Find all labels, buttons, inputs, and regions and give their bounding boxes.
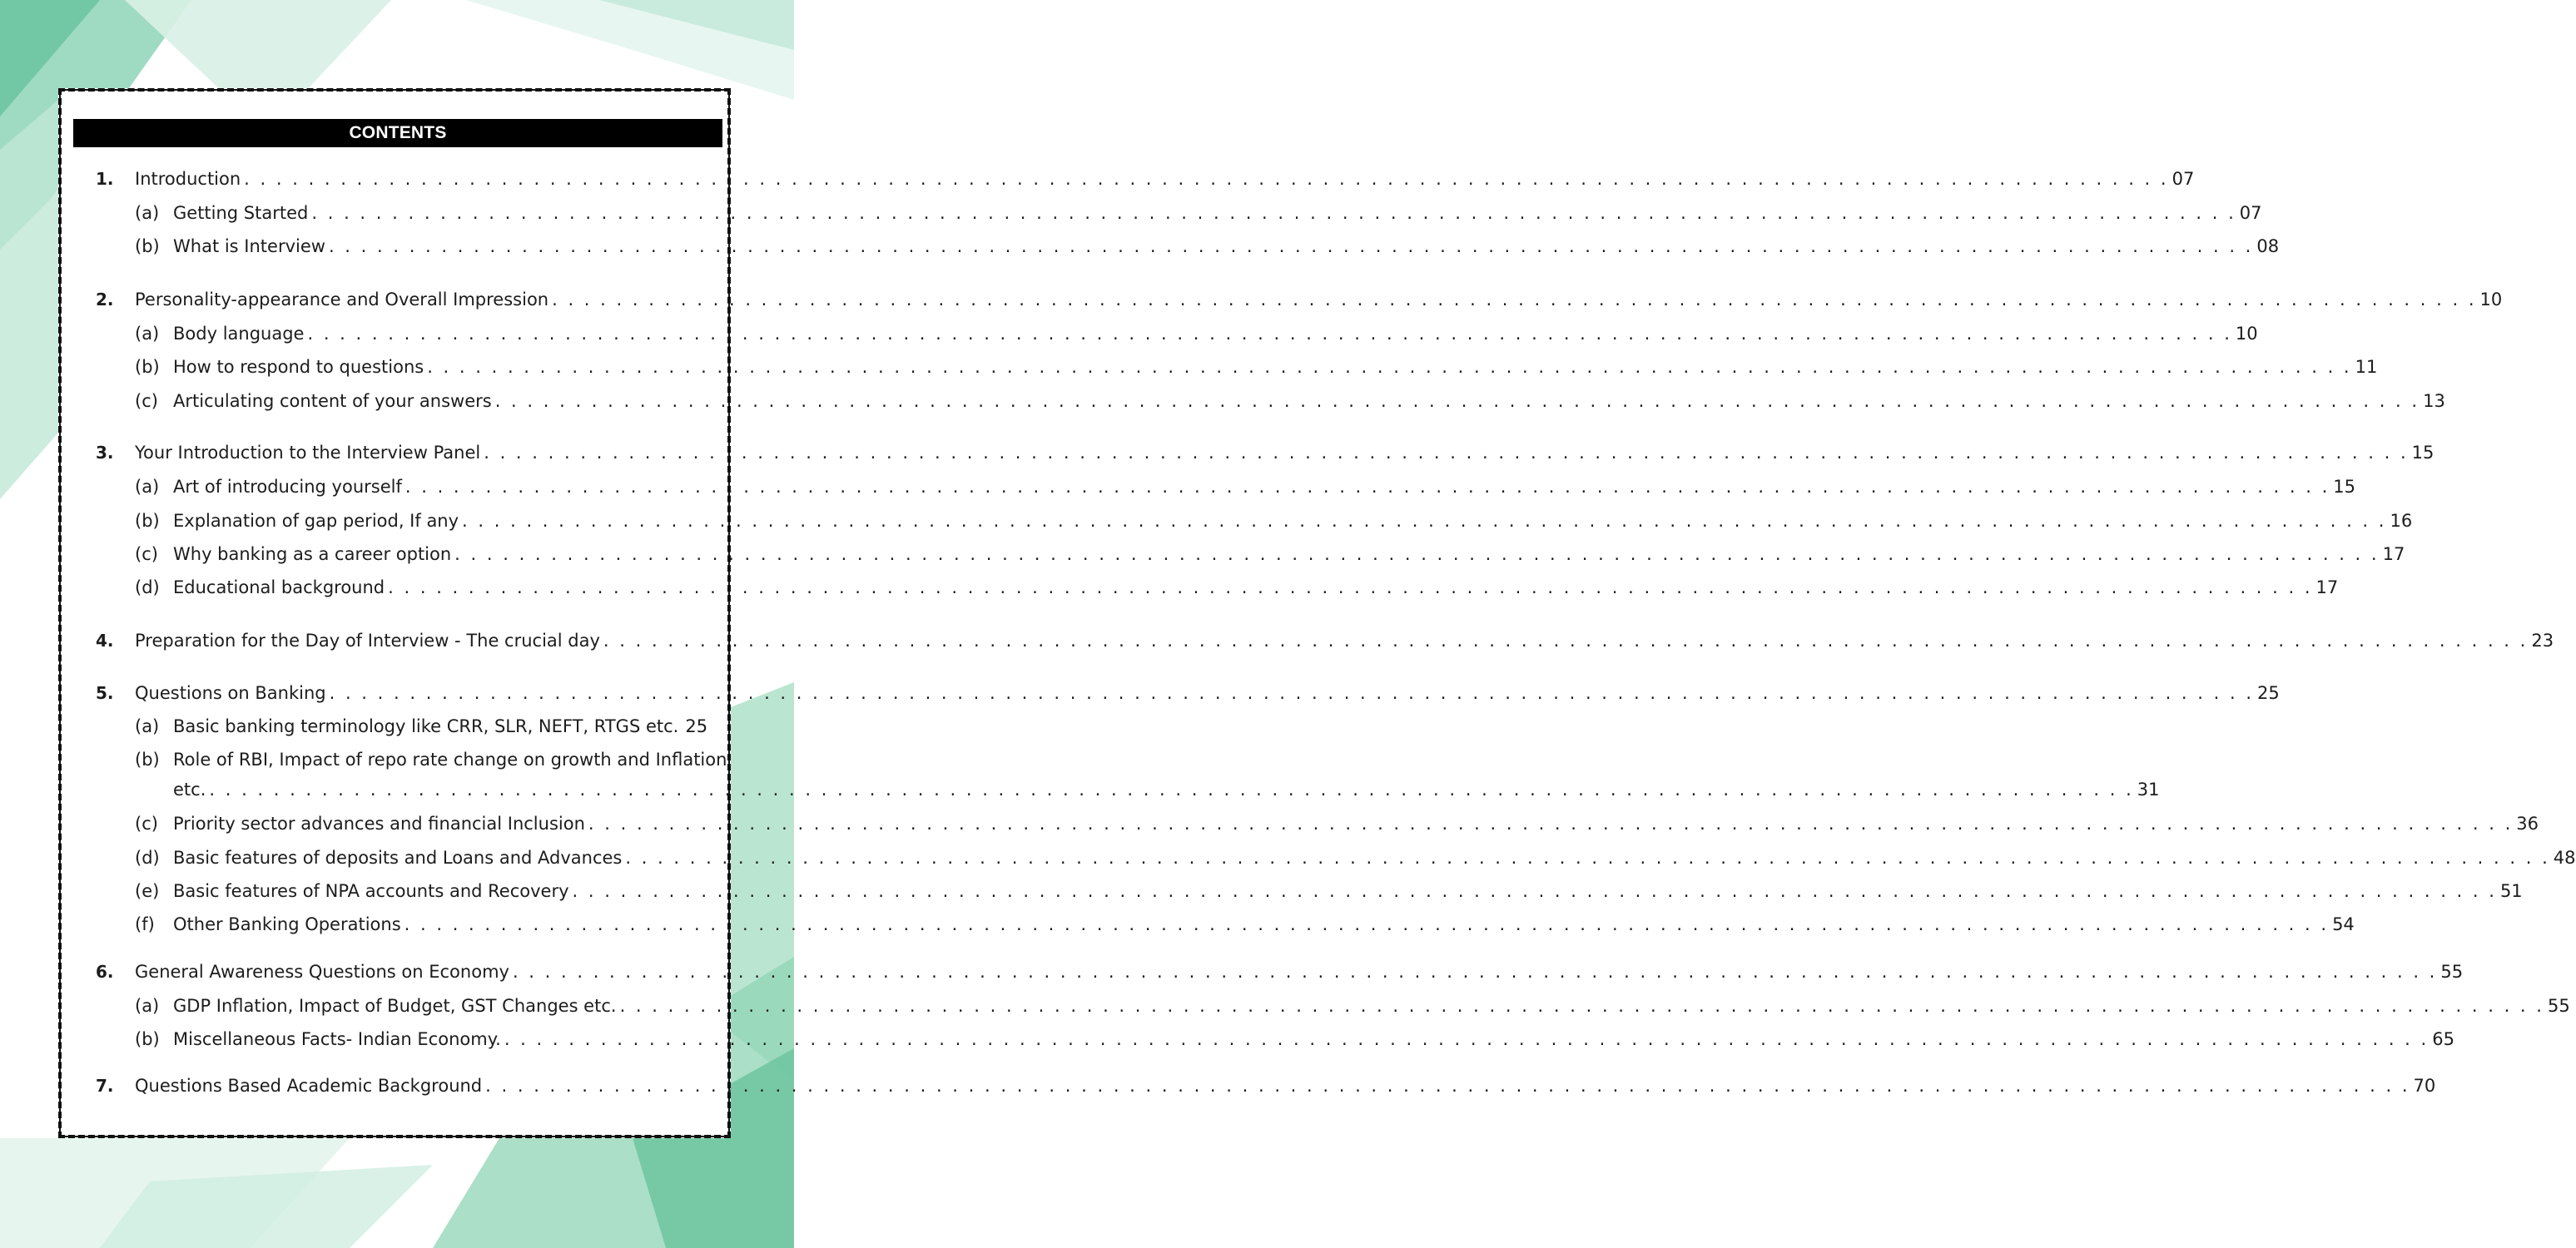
dot-leader: . . . . . . . . . . . . . . . . . . . . . . . . . . . . . . . . . . . . . . . . . . . . . . . . . . . . . . . . . . . . . . . . . . . . . . . . . . . . . . . . . . . . . . . . . . . . . . . . . . . . . . . . . . . . . . . . . . . . . . . . bbox=[307, 324, 2232, 344]
toc-entry bbox=[62, 714, 734, 739]
toc-entry bbox=[62, 777, 2160, 802]
dot-leader: . . . . . . . . . . . . . . . . . . . . . . . . . . . . . . . . . . . . . . . . . . . . . . . . . . . . . . . . . . . . . . . . . . . . . . . . . . . . . . . . . . . . . . . . . . . . . . . . . . . . . . . . . . . . . . . . . . . . . . . . bbox=[209, 780, 2134, 800]
page-number: 11 bbox=[2355, 357, 2378, 377]
page-number: 65 bbox=[2432, 1029, 2454, 1049]
chapter-number: 2. bbox=[96, 290, 114, 310]
toc-entry bbox=[62, 747, 734, 772]
dot-leader: . . . . . . . . . . . . . . . . . . . . . . . . . . . . . . . . . . . . . . . . . . . . . . . . . . . . . . . . . . . . . . . . . . . . . . . . . . . . . . . . . . . . . . . . . . . . . . . . . . . . . . . . . . . . . . . . . . . . . . . . bbox=[328, 236, 2254, 256]
dot-leader: . . . . . . . . . . . . . . . . . . . . . . . . . . . . . . . . . . . . . . . . . . . . . . . . . . . . . . . . . . . . . . . . . . . . . . . . . . . . . . . . . . . . . . . . . . . . . . . . . . . . . . . . . . . . . . . . . . . . . . . . bbox=[329, 683, 2255, 703]
page-number: 48 bbox=[2553, 848, 2576, 868]
page-number: 31 bbox=[2137, 780, 2160, 800]
entry-title: General Awareness Questions on Economy bbox=[135, 962, 509, 982]
entry-title: Introduction bbox=[135, 169, 241, 189]
page-number: 17 bbox=[2382, 544, 2405, 564]
chapter-number: 7. bbox=[96, 1076, 114, 1096]
section-letter: (a) bbox=[135, 203, 160, 223]
toc-entry bbox=[62, 912, 2355, 937]
chapter-number: 5. bbox=[96, 683, 114, 703]
dot-leader: . . . . . . . . . . . . . . . . . . . . . . . . . . . . . . . . . . . . . . . . . . . . . . . . . . . . . . . . . . . . . . . . . . . . . . . . . . . . . . . . . . . . . . . . . . . . . . . . . . . . . . . . . . . . . . . . . . . . . . . . bbox=[454, 544, 2380, 564]
page-number: 25 bbox=[685, 716, 708, 736]
page-number: 07 bbox=[2171, 169, 2195, 189]
toc-entry bbox=[62, 959, 2464, 984]
chapter-number: 4. bbox=[96, 631, 114, 651]
section-letter: (a) bbox=[135, 716, 160, 736]
section-letter: (b) bbox=[135, 357, 160, 377]
toc-entry bbox=[62, 234, 2280, 259]
dot-leader: . . . . . . . . . . . . . . . . . . . . . . . . . . . . . . . . . . . . . . . . . . . . . . . . . . . . . . . . . . . . . . . . . . . . . . . . . . . . . . . . . . . . . . . . . . . . . . . . . . . . . . . . . . . . . . . . . . . . . . . . bbox=[404, 914, 2330, 934]
entry-title: Why banking as a career option bbox=[173, 544, 452, 564]
entry-title: What is Interview bbox=[173, 236, 325, 256]
entry-title: How to respond to questions bbox=[173, 357, 424, 377]
dot-leader: . . . . . . . . . . . . . . . . . . . . . . . . . . . . . . . . . . . . . . . . . . . . . . . . . . . . . . . . . . . . . . . . . . . . . . . . . . . . . . . . . . . . . . . . . . . . . . . . . . . . . . . . . . . . . . . . . . . . . . . . bbox=[552, 290, 2477, 310]
entry-title: Basic features of deposits and Loans and Advances bbox=[173, 848, 623, 868]
toc-entry bbox=[62, 681, 2280, 706]
entry-title: Getting Started bbox=[173, 203, 309, 223]
dot-leader: . . . . . . . . . . . . . . . . . . . . . . . . . . . . . . . . . . . . . . . . . . . . . . . . . . . . . . . . . . . . . . . . . . . . . . . . . . . . . . . . . . . . . . . . . . . . . . . . . . . . . . . . . . . . . . . . . . . . . . . . bbox=[405, 477, 2330, 497]
dot-leader: . . . . . . . . . . . . . . . . . . . . . . . . . . . . . . . . . . . . . . . . . . . . . . . . . . . . . . . . . . . . . . . . . . . . . . . . . . . . . . . . . . . . . . . . . . . . . . . . . . . . . . . . . . . . . . . . . . . . . . . . bbox=[603, 631, 2529, 651]
entry-title: Questions Based Academic Background bbox=[135, 1076, 483, 1096]
section-letter: (d) bbox=[135, 577, 160, 597]
chapter-number: 1. bbox=[96, 169, 114, 189]
entry-title: Articulating content of your answers bbox=[173, 391, 492, 411]
page-number: 70 bbox=[2413, 1076, 2436, 1096]
entry-title: Body language bbox=[173, 324, 305, 344]
toc-entry bbox=[62, 508, 2413, 533]
entry-title: Explanation of gap period, If any bbox=[173, 511, 459, 531]
page-number: 16 bbox=[2390, 511, 2413, 531]
entry-title: Priority sector advances and financial Inclusion bbox=[173, 814, 585, 834]
toc-entry bbox=[62, 474, 2356, 499]
contents-frame bbox=[58, 88, 2576, 1138]
dot-leader: . . . . . . . . . . . . . . . . . . . . . . . . . . . . . . . . . . . . . . . . . . . . . . . . . . . . . . . . . . . . . . . . . . . . . . . . . . . . . . . . . . . . . . . . . . . . . . . . . . . . . . . . . . . . . . . . . . . . . . . . bbox=[244, 169, 2169, 189]
page-number: 51 bbox=[2499, 881, 2523, 901]
section-letter: (f) bbox=[135, 914, 155, 934]
toc-entry bbox=[62, 845, 2576, 870]
entry-title: Personality-appearance and Overall Impression bbox=[135, 290, 549, 310]
dot-leader: . . . . . . . . . . . . . . . . . . . . . . . . . . . . . . . . . . . . . . . . . . . . . . . . . . . . . . . . . . . . . . . . . . . . . . . . . . . . . . . . . . . . . . . . . . . . . . . . . . . . . . . . . . . . . . . . . . . . . . . . bbox=[311, 203, 2236, 223]
dot-leader: . . . . . . . . . . . . . . . . . . . . . . . . . . . . . . . . . . . . . . . . . . . . . . . . . . . . . . . . . . . . . . . . . . . . . . . . . . . . . . . . . . . . . . . . . . . . . . . . . . . . . . . . . . . . . . . . . . . . . . . . bbox=[504, 1029, 2430, 1049]
toc-entry bbox=[62, 811, 2539, 836]
toc-entry bbox=[62, 354, 2378, 379]
page-number: 54 bbox=[2332, 914, 2355, 934]
dot-leader: . . . . . . . . . . . . . . . . . . . . . . . . . . . . . . . . . . . . . . . . . . . . . . . . . . . . . . . . . . . . . . . . . . . . . . . . . . . . . . . . . . . . . . . . . . . . . . . . . . . . . . . . . . . . . . . . . . . . . . . . bbox=[619, 996, 2544, 1016]
dot-leader: . . . . . . . . . . . . . . . . . . . . . . . . . . . . . . . . . . . . . . . . . . . . . . . . . . . . . . . . . . . . . . . . . . . . . . . . . . . . . . . . . . . . . . . . . . . . . . . . . . . . . . . . . . . . . . . . . . . . . . . . bbox=[512, 962, 2438, 982]
toc-entry bbox=[62, 1073, 2436, 1098]
dot-leader: . . . . . . . . . . . . . . . . . . . . . . . . . . . . . . . . . . . . . . . . . . . . . . . . . . . . . . . . . . . . . . . . . . . . . . . . . . . . . . . . . . . . . . . . . . . . . . . . . . . . . . . . . . . . . . . . . . . . . . . . bbox=[485, 1076, 2410, 1096]
entry-title: etc. bbox=[173, 780, 206, 800]
page-number: 55 bbox=[2440, 962, 2464, 982]
toc-entry bbox=[62, 1027, 2454, 1052]
page-number: 10 bbox=[2479, 290, 2503, 310]
dot-leader: . . . . . . . . . . . . . . . . . . . . . . . . . . . . . . . . . . . . . . . . . . . . . . . . . . . . . . . . . . . . . . . . . . . . . . . . . . . . . . . . . . . . . . . . . . . . . . . . . . . . . . . . . . . . . . . . . . . . . . . . bbox=[588, 814, 2514, 834]
page-number: 13 bbox=[2423, 391, 2445, 411]
section-letter: (c) bbox=[135, 391, 158, 411]
dot-leader: . . . . . . . . . . . . . . . . . . . . . . . . . . . . . . . . . . . . . . . . . . . . . . . . . . . . . . . . . . . . . . . . . . . . . . . . . . . . . . . . . . . . . . . . . . . . . . . . . . . . . . . . . . . . . . . . . . . . . . . . bbox=[388, 577, 2313, 597]
page-number: 07 bbox=[2239, 203, 2262, 223]
toc-entry bbox=[62, 321, 2258, 346]
toc-entry bbox=[62, 993, 2570, 1018]
entry-title: Preparation for the Day of Interview - The crucial day bbox=[135, 631, 600, 651]
entry-title: Your Introduction to the Interview Panel bbox=[135, 443, 481, 463]
chapter-number: 6. bbox=[96, 962, 114, 982]
toc-entry bbox=[62, 542, 2405, 567]
dot-leader: . . . . . . . . . . . . . . . . . . . . . . . . . . . . . . . . . . . . . . . . . . . . . . . . . . . . . . . . . . . . . . . . . . . . . . . . . . . . . . . . . . . . . . . . . . . . . . . . . . . . . . . . . . . . . . . . . . . . . . . . bbox=[494, 391, 2420, 411]
section-letter: (c) bbox=[135, 814, 158, 834]
page-number: 25 bbox=[2257, 683, 2280, 703]
section-letter: (a) bbox=[135, 477, 160, 497]
page-number: 15 bbox=[2333, 477, 2356, 497]
page-number: 10 bbox=[2235, 324, 2258, 344]
toc-entry bbox=[62, 389, 2445, 414]
toc-entry bbox=[62, 879, 2523, 904]
entry-title: Basic features of NPA accounts and Recovery bbox=[173, 881, 569, 901]
toc-entry bbox=[62, 440, 2435, 465]
entry-title: Other Banking Operations bbox=[173, 914, 401, 934]
toc-entry bbox=[62, 575, 2339, 600]
contents-header: CONTENTS bbox=[73, 119, 722, 147]
toc-entry bbox=[62, 628, 2554, 653]
section-letter: (d) bbox=[135, 848, 160, 868]
section-letter: (c) bbox=[135, 544, 158, 564]
page-number: 36 bbox=[2516, 814, 2539, 834]
dot-leader: . . . . . . . . . . . . . . . . . . . . . . . . . . . . . . . . . . . . . . . . . . . . . . . . . . . . . . . . . . . . . . . . . . . . . . . . . . . . . . . . . . . . . . . . . . . . . . . . . . . . . . . . . . . . . . . . . . . . . . . . bbox=[427, 357, 2352, 377]
page-number: 23 bbox=[2531, 631, 2554, 651]
toc-entry bbox=[62, 166, 2195, 191]
section-letter: (b) bbox=[135, 750, 160, 770]
dot-leader: . . . . . . . . . . . . . . . . . . . . . . . . . . . . . . . . . . . . . . . . . . . . . . . . . . . . . . . . . . . . . . . . . . . . . . . . . . . . . . . . . . . . . . . . . . . . . . . . . . . . . . . . . . . . . . . . . . . . . . . . bbox=[625, 848, 2550, 868]
section-letter: (b) bbox=[135, 236, 160, 256]
section-letter: (a) bbox=[135, 324, 160, 344]
dot-leader: . . . . . . . . . . . . . . . . . . . . . . . . . . . . . . . . . . . . . . . . . . . . . . . . . . . . . . . . . . . . . . . . . . . . . . . . . . . . . . . . . . . . . . . . . . . . . . . . . . . . . . . . . . . . . . . . . . . . . . . . bbox=[484, 443, 2409, 463]
entry-title: Basic banking terminology like CRR, SLR, NEFT, RTGS etc. bbox=[173, 716, 679, 736]
section-letter: (b) bbox=[135, 1029, 160, 1049]
entry-title: Questions on Banking bbox=[135, 683, 326, 703]
entry-title: Educational background bbox=[173, 577, 385, 597]
entry-title: GDP Inflation, Impact of Budget, GST Changes etc. bbox=[173, 996, 617, 1016]
toc-entry bbox=[62, 201, 2262, 225]
entry-title: Art of introducing yourself bbox=[173, 477, 402, 497]
dot-leader: . . . . . . . . . . . . . . . . . . . . . . . . . . . . . . . . . . . . . . . . . . . . . . . . . . . . . . . . . . . . . . . . . . . . . . . . . . . . . . . . . . . . . . . . . . . . . . . . . . . . . . . . . . . . . . . . . . . . . . . . bbox=[462, 511, 2387, 531]
page-number: 17 bbox=[2315, 577, 2339, 597]
entry-title: Role of RBI, Impact of repo rate change on growth and Inflation bbox=[173, 750, 727, 770]
section-letter: (b) bbox=[135, 511, 160, 531]
page-number: 55 bbox=[2547, 996, 2570, 1016]
section-letter: (a) bbox=[135, 996, 160, 1016]
section-letter: (e) bbox=[135, 881, 160, 901]
toc-entry bbox=[62, 287, 2503, 312]
entry-title: Miscellaneous Facts- Indian Economy. bbox=[173, 1029, 501, 1049]
dot-leader: . . . . . . . . . . . . . . . . . . . . . . . . . . . . . . . . . . . . . . . . . . . . . . . . . . . . . . . . . . . . . . . . . . . . . . . . . . . . . . . . . . . . . . . . . . . . . . . . . . . . . . . . . . . . . . . . . . . . . . . . bbox=[572, 881, 2497, 901]
page-number: 08 bbox=[2256, 236, 2280, 256]
chapter-number: 3. bbox=[96, 443, 114, 463]
page-number: 15 bbox=[2411, 443, 2435, 463]
